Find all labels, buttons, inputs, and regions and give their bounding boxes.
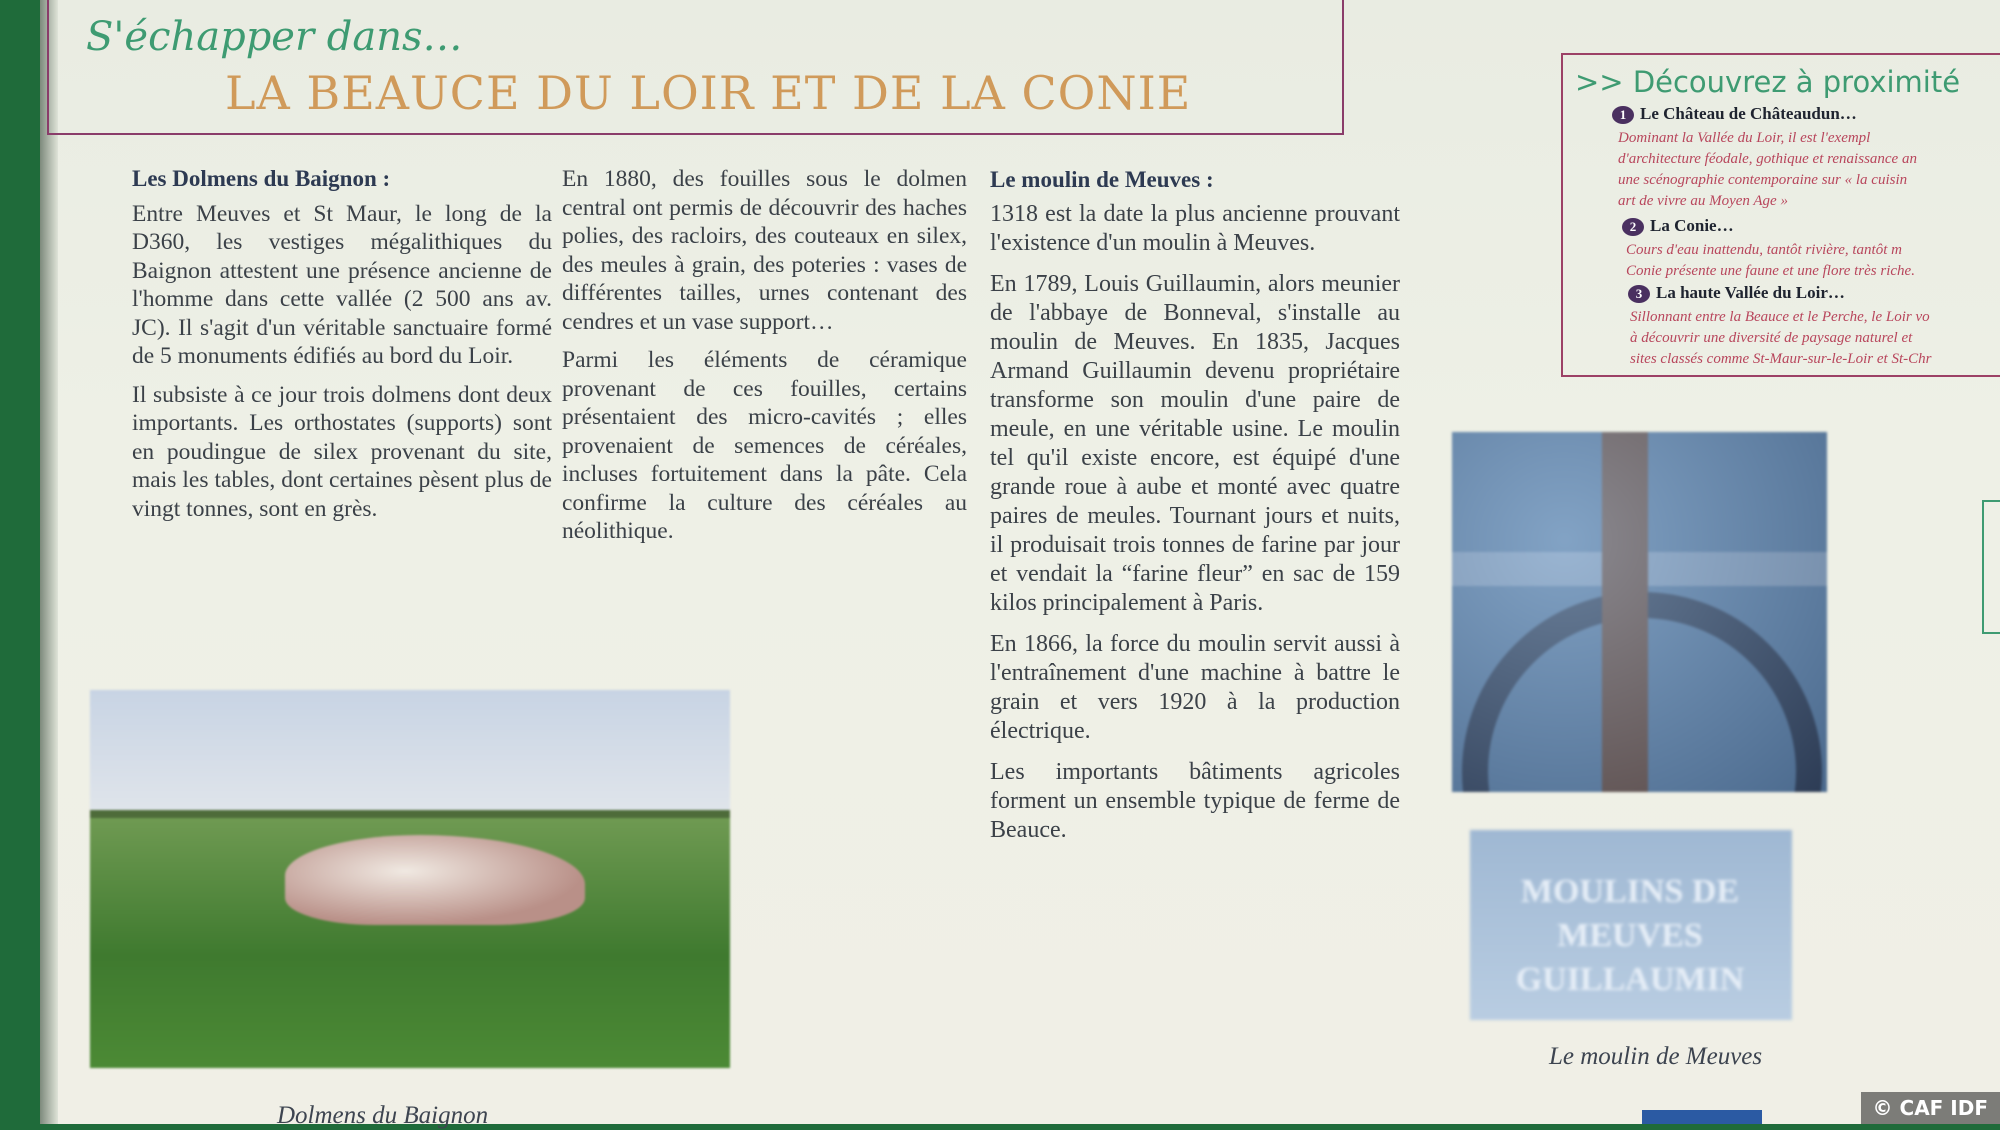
mill-sign-photo [1470,830,1792,1020]
dolmens-caption: Dolmens du Baignon [277,1102,489,1129]
poi-chateaudun-desc [1618,128,1917,212]
moulin-column [990,165,1400,857]
mill-wheel-photo [1452,432,1827,792]
dolmens-column [132,165,552,533]
next-panel-edge [1982,500,2000,634]
poi-desc-line: Sillonnant entre la Beauce et le Perche, le Loir vo [1630,309,1930,325]
poi-conie-desc [1626,240,1915,282]
dolmen-photo [70,690,750,1090]
poi-chateaudun [1612,104,1857,124]
fouilles-paragraph-1: En 1880, des fouilles sous le dolmen central ont permis de découvrir des haches polies, des racloirs, des couteaux en silex, des meules à grain, des poteries : vases de différentes tailles, urnes contenant des cendres et un vase support… [562,166,967,335]
moulin-heading: Le moulin de Meuves : [990,167,1214,192]
poi-haute-vallee [1628,283,1845,303]
poi-number: 3 [1628,285,1650,303]
poi-name: La Conie… [1650,216,1734,235]
poi-desc-line: art de vivre au Moyen Age » [1618,193,1788,209]
poi-name: La haute Vallée du Loir… [1656,283,1845,302]
moulin-paragraph-4: Les importants bâtiments agricoles forment un ensemble typique de ferme de Beauce. [990,759,1400,843]
sign-line-2: GUILLAUMIN [1515,961,1745,998]
poi-desc-line: d'architecture féodale, gothique et renaissance an [1618,151,1917,167]
fouilles-paragraph-2: Parmi les éléments de céramique provenant de ces fouilles, certains présentaient des micro-cavités ; elles provenaient de semences de céréales, incluses fortuitement dans la pâte. Cela confirme la culture des céréales au néolithique. [562,347,967,544]
poi-number: 1 [1612,106,1634,124]
moulin-paragraph-3: En 1866, la force du moulin servit aussi à l'entraînement d'une machine à battre le grain et vers 1920 à la production électrique. [990,631,1400,744]
moulin-caption: Le moulin de Meuves [1549,1043,1763,1070]
poi-name: Le Château de Châteaudun… [1640,104,1857,123]
moulin-paragraph-2: En 1789, Louis Guillaumin, alors meunier de l'abbaye de Bonneval, s'installe au moulin de Meuves. En 1835, Jacques Armand Guillaumin devenu propriétaire transforme son moulin d'une paire de meule, en une véritable usine. Le moulin tel qu'il existe encore, est équipé d'une grande roue à aube et monté avec quatre paires de meules. Tournant jours et nuits, il produisait trois tonnes de farine par jour et vendait la “farine fleur” en sac de 159 kilos principalement à Paris. [990,271,1400,616]
discover-heading: >> Découvrez à proximité [1575,65,1961,99]
poi-desc-line: Dominant la Vallée du Loir, il est l'exempl [1618,130,1871,146]
poi-desc-line: Conie présente une faune et une flore très riche. [1626,263,1915,279]
sign-text [1480,870,1780,1002]
fouilles-column [562,165,967,556]
poi-conie [1622,216,1734,236]
panel-edge [40,0,58,1124]
poi-number: 2 [1622,218,1644,236]
poi-desc-line: sites classés comme St-Maur-sur-le-Loir et St-Chr [1630,351,1932,367]
poi-desc-line: une scénographie contemporaine sur « la cuisin [1618,172,1908,188]
photo-overlay [1452,432,1827,792]
photo-sky [90,690,730,830]
poi-desc-line: Cours d'eau inattendu, tantôt rivière, tantôt m [1626,242,1902,258]
poi-desc-line: à découvrir une diversité de paysage naturel et [1630,330,1913,346]
poi-haute-vallee-desc [1630,307,1931,370]
dolmens-paragraph-2: Il subsiste à ce jour trois dolmens dont deux importants. Les orthostates (supports) sont en poudingue de silex provenant du site, mais les tables, dont certaines pèsent plus de vingt tonnes, sont en grès. [132,381,552,522]
dolmens-paragraph-1: Entre Meuves et St Maur, le long de la D360, les vestiges mégalithiques du Baignon attestent une présence ancienne de l'homme dans cette vallée (2 500 ans av. JC). Il s'agit d'un véritable sanctuaire formé de 5 monuments édifiés au bord du Loir. [132,200,552,369]
dolmens-heading: Les Dolmens du Baignon : [132,166,391,191]
subtitle: S'échapper dans… [86,14,463,60]
moulin-paragraph-1: 1318 est la date la plus ancienne prouvant l'existence d'un moulin à Meuves. [990,201,1400,256]
sign-line-1: MOULINS DE MEUVES [1520,873,1740,954]
logo-strip [1642,1110,1762,1124]
copyright-watermark: © CAF IDF [1861,1092,2000,1124]
page-title: LA BEAUCE DU LOIR ET DE LA CONIE [225,66,1192,120]
